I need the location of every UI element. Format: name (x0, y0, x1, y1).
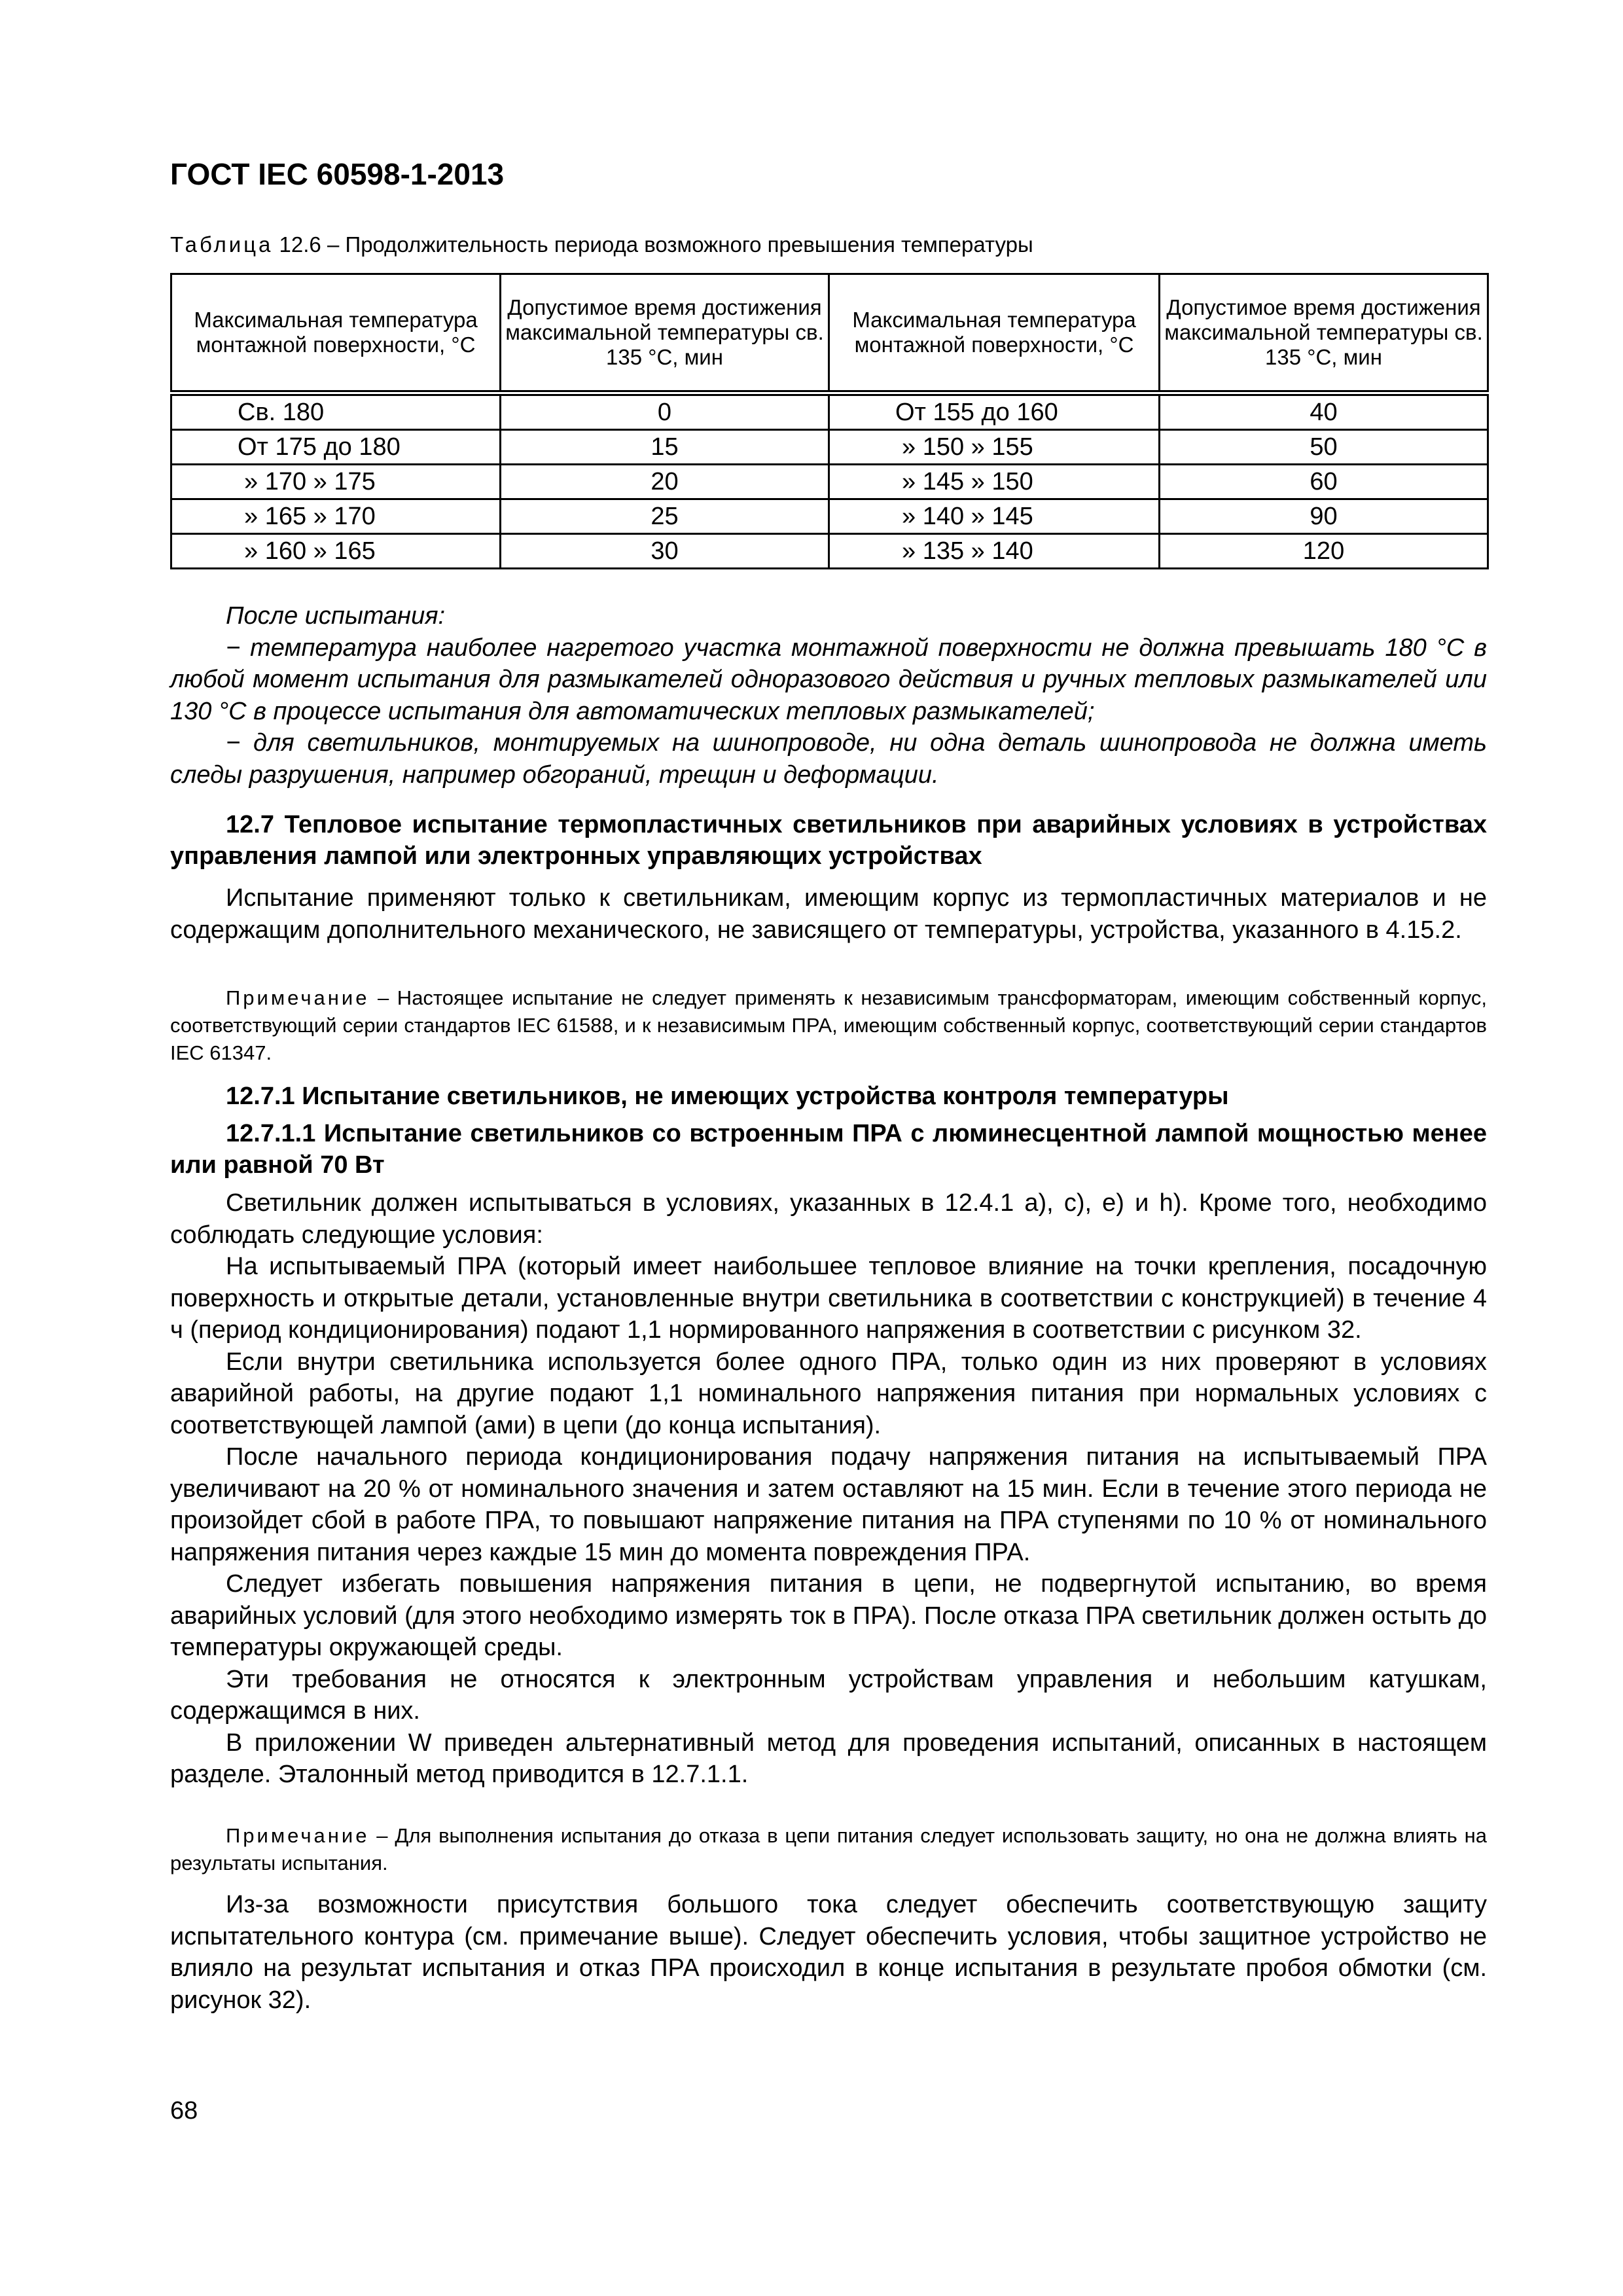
paragraph: Испытание применяют только к светильникам, имеющим корпус из термопластичных материалов и не содержащим дополнительного механического, не зависящего от температуры, устройства, указанного в 4.15.2. (170, 884, 1487, 944)
table-cell: 40 (1160, 393, 1488, 430)
section-heading-12-7-1: 12.7.1 Испытание светильников, не имеющих устройства контроля температуры (226, 1083, 1229, 1110)
table-row (171, 499, 1488, 534)
table-cell: 120 (1160, 534, 1488, 569)
table-cell: 25 (501, 499, 829, 534)
table-cell: » 170 » 175 (171, 465, 501, 499)
note-text: – Для выполнения испытания до отказа в цепи питания следует использовать защиту, но она не должна влиять на результаты испытания. (170, 1824, 1487, 1874)
table-cell: » 160 » 165 (171, 534, 501, 569)
after-test-intro: После испытания: (226, 602, 446, 630)
section-12-7-body (170, 882, 1487, 946)
section-12-7-1-1-note (170, 1822, 1487, 1877)
paragraph: На испытываемый ПРА (который имеет наибольшее тепловое влияние на точки крепления, посадочную поверхность и открытые детали, установленные внутри светильника в соответствии с конструкцией) в течение 4 ч (период кондиционирования) подают 1,1 нормированного напряжения в соответствии с рисунком 32. (170, 1253, 1487, 1344)
section-12-7-note (170, 984, 1487, 1067)
table-header-row (171, 274, 1488, 393)
table-cell: » 165 » 170 (171, 499, 501, 534)
table-cell: От 155 до 160 (829, 393, 1160, 430)
section-12-7 (170, 809, 1487, 872)
table-cell: » 150 » 155 (829, 430, 1160, 465)
section-heading-12-7: 12.7 Тепловое испытание термопластичных светильников при аварийных условиях в устройствах управления лампой или электронных управляющих устройствах (170, 811, 1487, 870)
after-test-item-1: − температура наиболее нагретого участка монтажной поверхности не должна превышать 180 °С в любой момент испытания для размыкателей одноразового действия и ручных тепловых размыкателей или 130 °С в процессе испытания для автоматических тепловых размыкателей; (170, 634, 1487, 725)
paragraph: После начального периода кондиционирования подачу напряжения питания на испытываемый ПРА увеличивают на 20 % от номинального значения и затем оставляют на 15 мин. Если в течение этого периода не произойдет сбой в работе ПРА, то повышают напряжение питания на ПРА ступенями по 10 % от номинального напряжения питания через каждые 15 мин до момента повреждения ПРА. (170, 1443, 1487, 1566)
paragraph: Из-за возможности присутствия большого тока следует обеспечить соответствующую защиту испытательного контура (см. примечание выше). Следует обеспечить условия, чтобы защитное устройство не влияло на результат испытания и отказ ПРА происходил в конце испытания в результате пробоя обмотки (см. рисунок 32). (170, 1891, 1487, 2014)
note (170, 1822, 1487, 1877)
table-row (171, 534, 1488, 569)
table-cell: » 140 » 145 (829, 499, 1160, 534)
note-label: Примечание (226, 1824, 370, 1847)
section-12-7-1-1-body (170, 1187, 1487, 1791)
table-cell: » 145 » 150 (829, 465, 1160, 499)
table-caption (170, 230, 1033, 259)
table-row (171, 465, 1488, 499)
after-test-block (170, 600, 1487, 791)
column-header: Допустимое время достижения максимальной температуры св. 135 °С, мин (501, 274, 829, 393)
table-cell: 50 (1160, 430, 1488, 465)
table-cell: Св. 180 (171, 393, 501, 430)
column-header: Максимальная температура монтажной поверхности, °С (829, 274, 1160, 393)
note-text: – Настоящее испытание не следует применять к независимым трансформаторам, имеющим собственный корпус, соответствующий серии стандартов IEC 61588, и к независимым ПРА, имеющим собственный корпус, соответствующий серии стандартов IEC 61347. (170, 986, 1487, 1064)
note (170, 984, 1487, 1067)
after-test-item-2: − для светильников, монтируемых на шинопроводе, ни одна деталь шинопровода не должна иметь следы разрушения, например обгораний, трещин и деформации. (170, 729, 1487, 789)
table-cell: 15 (501, 430, 829, 465)
column-header: Допустимое время достижения максимальной температуры св. 135 °С, мин (1160, 274, 1488, 393)
section-heading-12-7-1-1: 12.7.1.1 Испытание светильников со встроенным ПРА с люминесцентной лампой мощностью менее или равной 70 Вт (170, 1120, 1487, 1179)
paragraph: Следует избегать повышения напряжения питания в цепи, не подвергнутой испытанию, во время аварийных условий (для этого необходимо измерять ток в ПРА). После отказа ПРА светильник должен остыть до температуры окружающей среды. (170, 1570, 1487, 1661)
paragraph: Эти требования не относятся к электронным устройствам управления и небольшим катушкам, содержащимся в них. (170, 1665, 1487, 1725)
section-12-7-1-1-closing (170, 1889, 1487, 2016)
paragraph: В приложении W приведен альтернативный метод для проведения испытаний, описанных в настоящем разделе. Эталонный метод приводится в 12.7.1.1. (170, 1729, 1487, 1788)
paragraph: Если внутри светильника используется более одного ПРА, только один из них проверяют в условиях аварийной работы, на другие подают 1,1 номинального напряжения питания при нормальных условиях с соответствующей лампой (ами) в цепи (до конца испытания). (170, 1348, 1487, 1439)
paragraph: Светильник должен испытываться в условиях, указанных в 12.4.1 а), с), е) и h). Кроме того, необходимо соблюдать следующие условия: (170, 1189, 1487, 1249)
column-header: Максимальная температура монтажной поверхности, °С (171, 274, 501, 393)
table-caption-label: Таблица (170, 232, 274, 257)
table-cell: От 175 до 180 (171, 430, 501, 465)
table-cell: » 135 » 140 (829, 534, 1160, 569)
section-12-7-1-1 (170, 1118, 1487, 1181)
temperature-duration-table (170, 273, 1489, 569)
document-title: ГОСТ IEC 60598-1-2013 (170, 157, 505, 191)
table-cell: 60 (1160, 465, 1488, 499)
table-cell: 90 (1160, 499, 1488, 534)
table-row (171, 430, 1488, 465)
table-cell: 20 (501, 465, 829, 499)
table-cell: 30 (501, 534, 829, 569)
note-label: Примечание (226, 986, 370, 1009)
table-cell: 0 (501, 393, 829, 430)
table-row (171, 393, 1488, 430)
section-12-7-1 (170, 1081, 1487, 1112)
page-number: 68 (170, 2097, 198, 2125)
table-caption-text: 12.6 – Продолжительность периода возможного превышения температуры (273, 232, 1033, 257)
